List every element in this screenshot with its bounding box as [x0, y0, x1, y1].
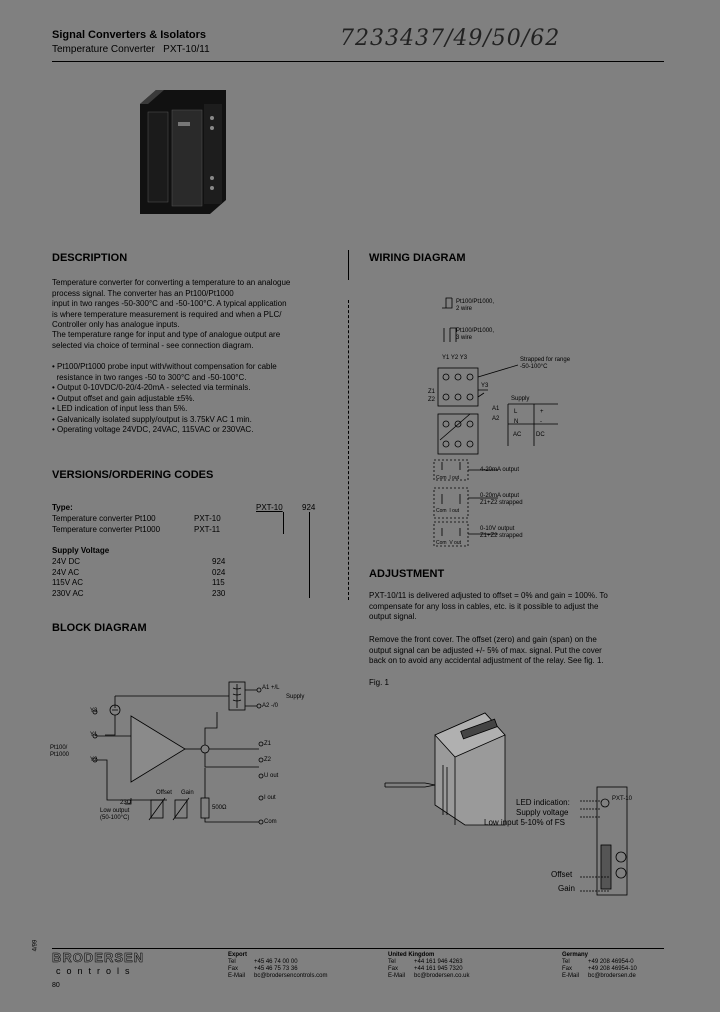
- offset-trimmer-icon: [616, 852, 626, 862]
- feature-item: • Output 0-10VDC/0-20/4-20mA - selected via terminals.: [52, 383, 251, 392]
- label-com: Com: [264, 819, 277, 825]
- adjustment-heading: ADJUSTMENT: [369, 568, 445, 580]
- tel-value: +44 161 946 4263: [414, 959, 463, 965]
- contact-row: [228, 973, 327, 980]
- callout-led: LED indication:: [516, 798, 570, 807]
- type-row: [52, 514, 221, 525]
- label-r1-desc: Low output (50-100°C): [100, 808, 130, 821]
- amplifier-symbol: [131, 716, 185, 782]
- wiring-heading: WIRING DIAGRAM: [369, 252, 466, 264]
- terminal-labels-top: Y1 Y2 Y3: [442, 355, 468, 361]
- fax-value: +49 208 46954-10: [588, 966, 637, 972]
- terminal-z1: [259, 742, 263, 746]
- email-value[interactable]: bc@brodersencontrols.com: [254, 973, 328, 979]
- label-r1: 23Ω: [120, 800, 132, 806]
- output-4-20ma-label: 4-20mA output: [480, 467, 520, 473]
- adjustment-figure: [375, 705, 655, 905]
- feature-item: • Galvanically isolated supply/output is 3.75kV AC 1 min.: [52, 414, 252, 424]
- fax-label: Fax: [228, 966, 239, 972]
- contact-row: [388, 959, 469, 966]
- tel-label: Tel: [562, 959, 570, 965]
- supply-code: 230: [212, 588, 226, 598]
- label-a1: A1 +/L: [262, 685, 280, 691]
- contact-title: United Kingdom: [388, 952, 435, 958]
- label-y3: Y3: [481, 383, 489, 389]
- panel-label: PXT-10: [612, 796, 633, 802]
- terminal-com: [259, 820, 263, 824]
- label-z1: Z1: [428, 389, 436, 395]
- type-code: PXT-10: [194, 514, 221, 523]
- feature-item: • Output offset and gain adjustable ±5%.: [52, 393, 195, 403]
- contact-row: [228, 966, 327, 973]
- terminal-a2: [257, 704, 261, 708]
- label-input: Pt100/ Pt1000: [50, 745, 70, 758]
- description-heading: DESCRIPTION: [52, 252, 128, 264]
- contact-row: [562, 973, 637, 980]
- probe-3wire-label: Pt100/Pt1000, 3 wire: [456, 328, 495, 341]
- label-offset: Offset: [156, 790, 172, 796]
- screwdriver-icon: [385, 783, 435, 787]
- gain-label: Gain: [558, 884, 575, 893]
- column-divider-dashed: [348, 300, 350, 600]
- label-plus: +: [540, 409, 544, 415]
- contact-export: [228, 952, 327, 980]
- label-a2: A2: [492, 416, 500, 422]
- feature-list: [52, 362, 277, 436]
- footer-rule: [52, 948, 664, 949]
- supply-name: 24V AC: [52, 567, 80, 577]
- email-value[interactable]: bc@brodersen.de: [588, 973, 636, 979]
- contact-row: [388, 973, 469, 980]
- type-code: PXT-11: [194, 524, 221, 534]
- email-label: E-Mail: [388, 973, 406, 979]
- contact-row: [388, 966, 469, 973]
- supply-row: [52, 578, 225, 589]
- contact-row: [562, 966, 637, 973]
- contact-title: Germany: [562, 952, 589, 958]
- output-0-10v-terminals: Com V out: [436, 540, 462, 546]
- led-icon: [601, 799, 609, 807]
- terminal-i-out: [259, 796, 263, 800]
- label-z2: Z2: [428, 397, 436, 403]
- callout-supply: Supply voltage: [516, 808, 569, 817]
- logo-brodersen: BRODERSEN: [52, 950, 145, 965]
- terminal-z2: [259, 758, 263, 762]
- offset-label: Offset: [551, 870, 573, 879]
- side-code: 4/99: [32, 939, 39, 952]
- supply-name: 115V AC: [52, 578, 83, 587]
- terminal-a1: [257, 688, 261, 692]
- fax-value: +44 161 945 7320: [414, 966, 463, 972]
- tel-label: Tel: [228, 959, 236, 965]
- terminal-u-out: [259, 774, 263, 778]
- output-4-20ma-terminals: Com I out: [436, 475, 460, 481]
- label-a2: A2 -/0: [262, 703, 279, 709]
- doc-title: Signal Converters & Isolators: [52, 29, 207, 41]
- callout-low-input: Low input 5-10% of FS: [484, 818, 565, 827]
- output-0-10v-label: 0-10V output Z1+Z2 strapped: [480, 526, 523, 539]
- fax-value: +45 46 75 73 36: [254, 966, 298, 972]
- code-suffix: 924: [302, 503, 316, 512]
- label-n: N: [514, 419, 519, 425]
- label-z1: Z1: [264, 741, 272, 747]
- fax-label: Fax: [388, 966, 399, 972]
- label-a1: A1: [492, 406, 500, 412]
- label-y1: Y1: [90, 732, 98, 738]
- output-0-20ma-terminals: Com I out: [436, 508, 460, 514]
- contact-title: Export: [228, 952, 248, 958]
- tel-label: Tel: [388, 959, 396, 965]
- label-y3: Y3: [90, 708, 98, 714]
- block-diagram-heading: BLOCK DIAGRAM: [52, 622, 147, 634]
- probe-2wire-symbol: [442, 298, 452, 308]
- contact-germany: [562, 952, 637, 980]
- output-node: [201, 745, 209, 753]
- label-dc: DC: [536, 432, 545, 438]
- label-u-out: U out: [264, 773, 279, 779]
- supply-code: 924: [212, 557, 226, 566]
- type-label: Type:: [52, 503, 73, 512]
- page-number: 80: [52, 982, 60, 989]
- type-name: Temperature converter Pt1000: [52, 524, 161, 534]
- adjustment-paragraph-1: PXT-10/11 is delivered adjusted to offset = 0% and gain = 100%. To compensate for any loss in cables, etc. is it possible to adjust the output signal.: [369, 591, 608, 621]
- label-r2: 500Ω: [212, 805, 227, 811]
- supply-name: 230V AC: [52, 588, 84, 598]
- feature-item: resistance in two ranges -50 to 300°C and -50-100°C.: [52, 372, 247, 382]
- supply-label: Supply Voltage: [52, 546, 110, 555]
- adjustment-paragraph-2: Remove the front cover. The offset (zero) and gain (span) on the output signal can be adjusted +/- 5% of max. signal. Put the cover back on to avoid any accidental adjustment of the relay. See fig. 1.: [369, 635, 604, 665]
- supply-code: 024: [212, 567, 226, 577]
- strapped-note: Strapped for range -50-100°C: [520, 357, 571, 370]
- email-label: E-Mail: [562, 973, 580, 979]
- contact-row: [228, 959, 327, 966]
- feature-item: • LED indication of input less than 5%.: [52, 404, 188, 413]
- feature-item: • Operating voltage 24VDC, 24VAC, 115VAC or 230VAC.: [52, 425, 254, 434]
- supply-list: [52, 557, 225, 599]
- label-gain: Gain: [181, 790, 194, 796]
- feature-item: • Pt100/Pt1000 probe input with/without compensation for cable: [52, 362, 277, 371]
- supply-code: 115: [212, 578, 225, 587]
- gain-trimmer-icon: [616, 868, 626, 878]
- code-connector: [309, 512, 310, 598]
- supply-name: 24V DC: [52, 557, 81, 566]
- product-photo: [130, 82, 240, 217]
- description-paragraph-2: The temperature range for input and type of analogue output are selected via choice of terminal - see connection diagram.: [52, 330, 281, 350]
- type-list: [52, 514, 221, 535]
- contact-row: [562, 959, 637, 966]
- logo-controls: controls: [56, 966, 136, 976]
- probe-3wire-symbol: [444, 328, 456, 342]
- handwritten-note: 7233437/49/50/62: [340, 26, 561, 51]
- fig-label: Fig. 1: [369, 678, 390, 687]
- doc-subtitle: Temperature Converter PXT-10/11: [52, 44, 210, 55]
- description-paragraph-1: Temperature converter for converting a temperature to an analogue process signal. The converter has an Pt100/Pt1000 input in two ranges -50-300°C and -50-100°C. A typical application is where temperature measurement is required and when a PLC/ Controller only has analogue inputs.: [52, 278, 291, 329]
- probe-2wire-label: Pt100/Pt1000, 2 wire: [456, 299, 495, 312]
- resistor-500: [201, 798, 209, 818]
- versions-heading: VERSIONS/ORDERING CODES: [52, 469, 214, 481]
- header-rule: [52, 61, 664, 62]
- label-minus: -: [540, 419, 542, 425]
- column-divider: [348, 250, 349, 280]
- terminal-block-supply: [438, 414, 478, 454]
- label-l: L: [514, 409, 518, 415]
- label-i-out: I out: [264, 795, 276, 801]
- label-supply: Supply: [286, 694, 305, 700]
- label-z2: Z2: [264, 757, 272, 763]
- contact-uk: [388, 952, 469, 980]
- supply-row: [52, 568, 225, 579]
- code-example: PXT-10: [256, 503, 283, 512]
- email-value[interactable]: bc@brodersen.co.uk: [414, 973, 470, 979]
- email-label: E-Mail: [228, 973, 246, 979]
- code-connector: [283, 512, 284, 534]
- output-0-20ma-label: 0-20mA output Z1+Z2 strapped: [480, 493, 523, 506]
- label-supply: Supply: [511, 396, 530, 402]
- label-y2: Y2: [90, 757, 98, 763]
- tel-value: +45 46 74 00 00: [254, 959, 298, 965]
- label-ac: AC: [513, 432, 522, 438]
- type-row: [52, 525, 221, 536]
- type-name: Temperature converter Pt100: [52, 514, 156, 523]
- tel-value: +49 208 46954-0: [588, 959, 634, 965]
- fax-label: Fax: [562, 966, 573, 972]
- supply-row: [52, 589, 225, 600]
- supply-row: [52, 557, 225, 568]
